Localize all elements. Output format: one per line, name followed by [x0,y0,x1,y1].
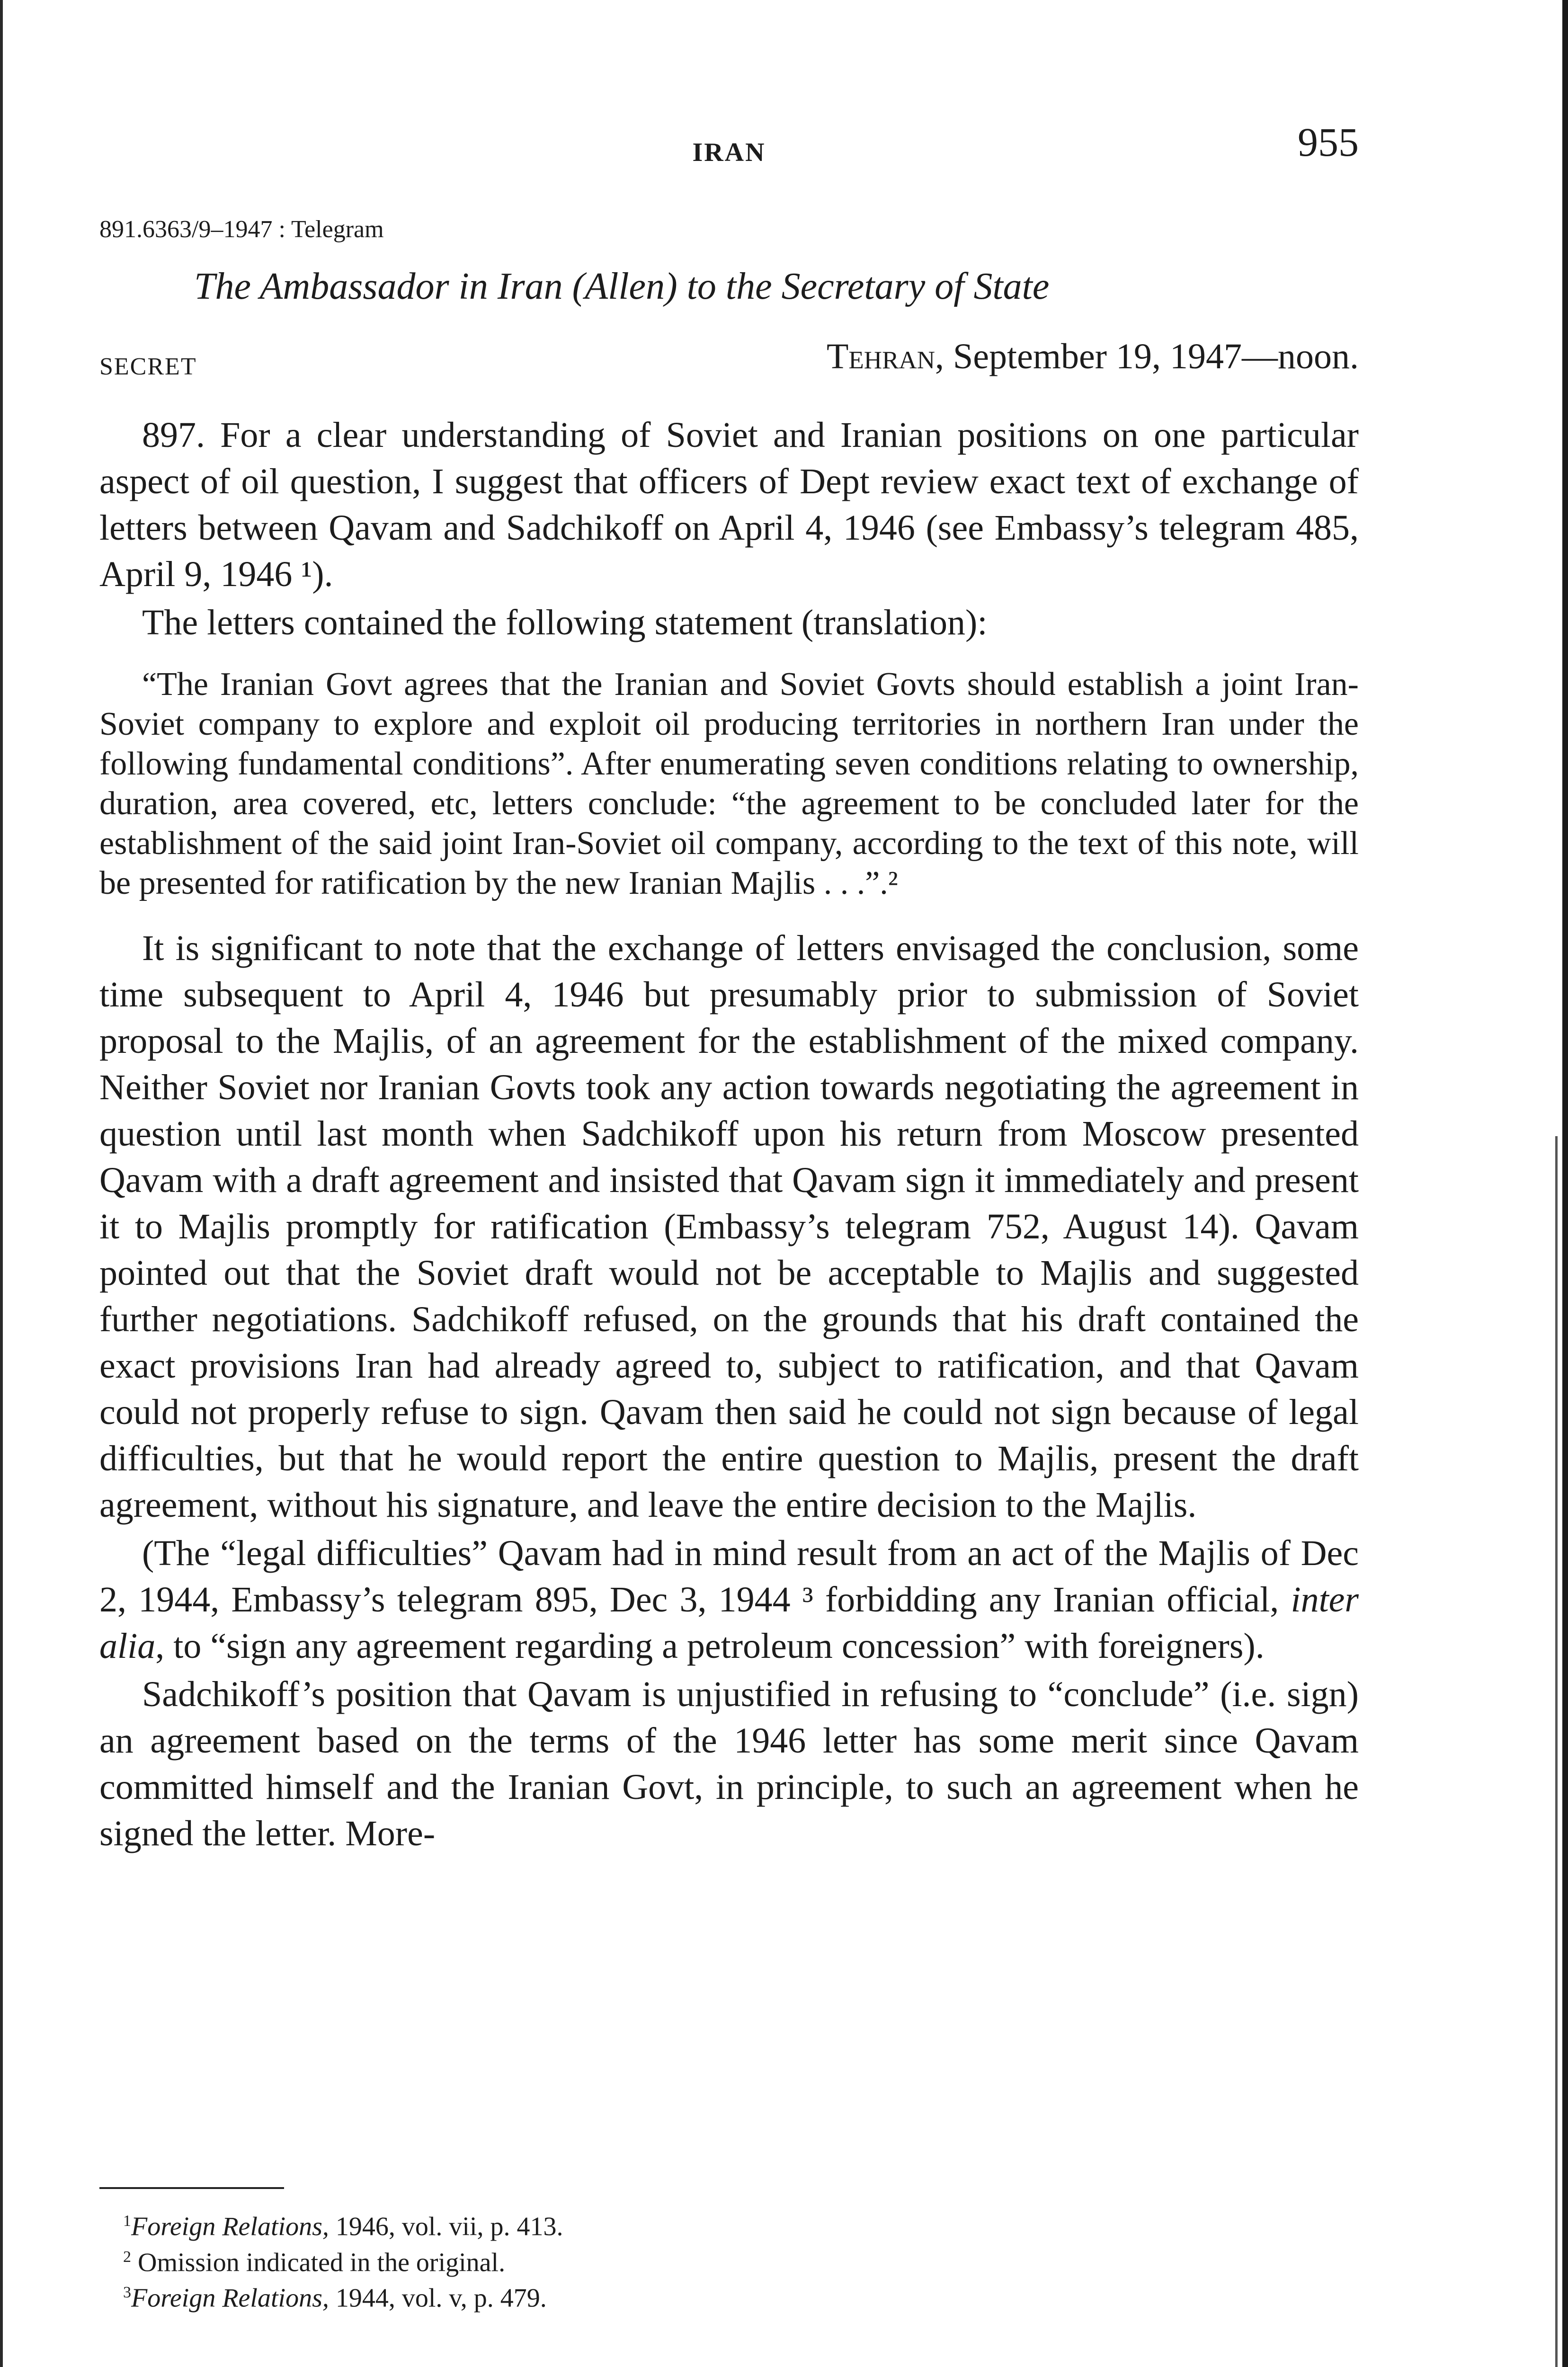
footnote-italic: Foreign Relations, [131,2212,329,2242]
page [99,118,1359,1853]
telegram-body [99,412,1359,1857]
document-title: The Ambassador in Iran (Allen) to the Secretary of State [194,266,1050,307]
footnote-3 [123,2278,563,2314]
footnote-rule [99,2187,284,2189]
paragraph-3: It is significant to note that the exchange of letters envisaged the conclusion, some time subsequent to April 4, 1946 but presumably prior to submission of Soviet proposal to the Majlis, of an agreement for the establishment of the mixed company. Neither Soviet nor Iranian Govts took any action towards negotiating the agreement in question until last month when Sadchikoff upon his return from Moscow presented Qavam with a draft agreement and insisted that Qavam sign it immediately and present it to Majlis promptly for ratification (Embassy’s telegram 752, August 14). Qavam pointed out that the Soviet draft would not be acceptable to Majlis and suggested further negotiations. Sadchikoff refused, on the grounds that his draft contained the exact provisions Iran had already agreed to, subject to ratification, and that Qavam could not properly refuse to sign. Qavam then said he could not sign because of legal difficulties, but that he would report the entire question to Majlis, present the draft agreement, without his signature, and leave the entire decision to the Majlis. [99,928,1359,1525]
footnote-text: 1946, vol. vii, p. 413. [329,2212,563,2242]
footnote-mark: 3 [123,2284,131,2302]
page-number: 955 [1298,119,1359,165]
running-head: IRAN [692,138,766,167]
footnote-mark: 2 [123,2248,131,2266]
quoted-statement: “The Iranian Govt agrees that the Iranian and Soviet Govts should establish a joint Iran-Soviet company to explore and exploit oil producing territories in northern Iran under the following fundamental conditions”. After enumerating seven conditions relating to ownership, duration, area covered, etc, letters conclude: “the agreement to be concluded later for the establishment of the said joint Iran-Soviet oil company, according to the text of this note, will be presented for ratification by the new Iranian Majlis . . .”.² [99,666,1359,901]
paragraph-4-part-a: (The “legal difficulties” Qavam had in mind result from an act of the Majlis of Dec 2, 1944, Embassy’s telegram 895, Dec 3, 1944 ³ forbidding any Iranian official, [99,1533,1359,1620]
footnote-2 [123,2242,563,2278]
footnote-italic: Foreign Relations, [131,2283,329,2313]
paragraph-1: 897. For a clear understanding of Soviet and Iranian positions on one particular aspect of oil question, I suggest that officers of Dept review exact text of exchange of letters between Qavam and Sadchikoff on April 4, 1946 (see Embassy’s telegram 485, April 9, 1946 ¹). [99,415,1359,594]
footnote-text: Omission indicated in the original. [131,2248,506,2278]
footnote-1 [123,2206,563,2242]
scan-edge-left [0,0,3,2367]
place: Tehran [827,337,935,376]
date: , September 19, 1947—noon. [935,337,1359,376]
scan-edge-right [1562,0,1568,2367]
paragraph-4 [99,1530,1359,1669]
scan-edge-right-inner [1555,1136,1558,2367]
dateline [99,336,1359,379]
file-reference: 891.6363/9–1947 : Telegram [99,216,384,243]
classification-label: SECRET [99,353,197,380]
paragraph-4-italic: inter alia [99,1580,1359,1666]
paragraph-4-part-b: , to “sign any agreement regarding a petroleum concession” with foreigners). [155,1626,1265,1666]
footnote-mark: 1 [123,2212,131,2230]
paragraph-2: The letters contained the following statement (translation): [142,603,988,642]
page-header [99,118,1359,180]
footnotes [123,2206,563,2314]
footnote-text: 1944, vol. v, p. 479. [329,2283,547,2313]
paragraph-5: Sadchikoff’s position that Qavam is unjustified in refusing to “conclude” (i.e. sign) an agreement based on the terms of the 1946 letter has some merit since Qavam committed himself and the Iranian Govt, in principle, to such an agreement when he signed the letter. More- [99,1674,1359,1853]
place-and-date [827,336,1359,377]
